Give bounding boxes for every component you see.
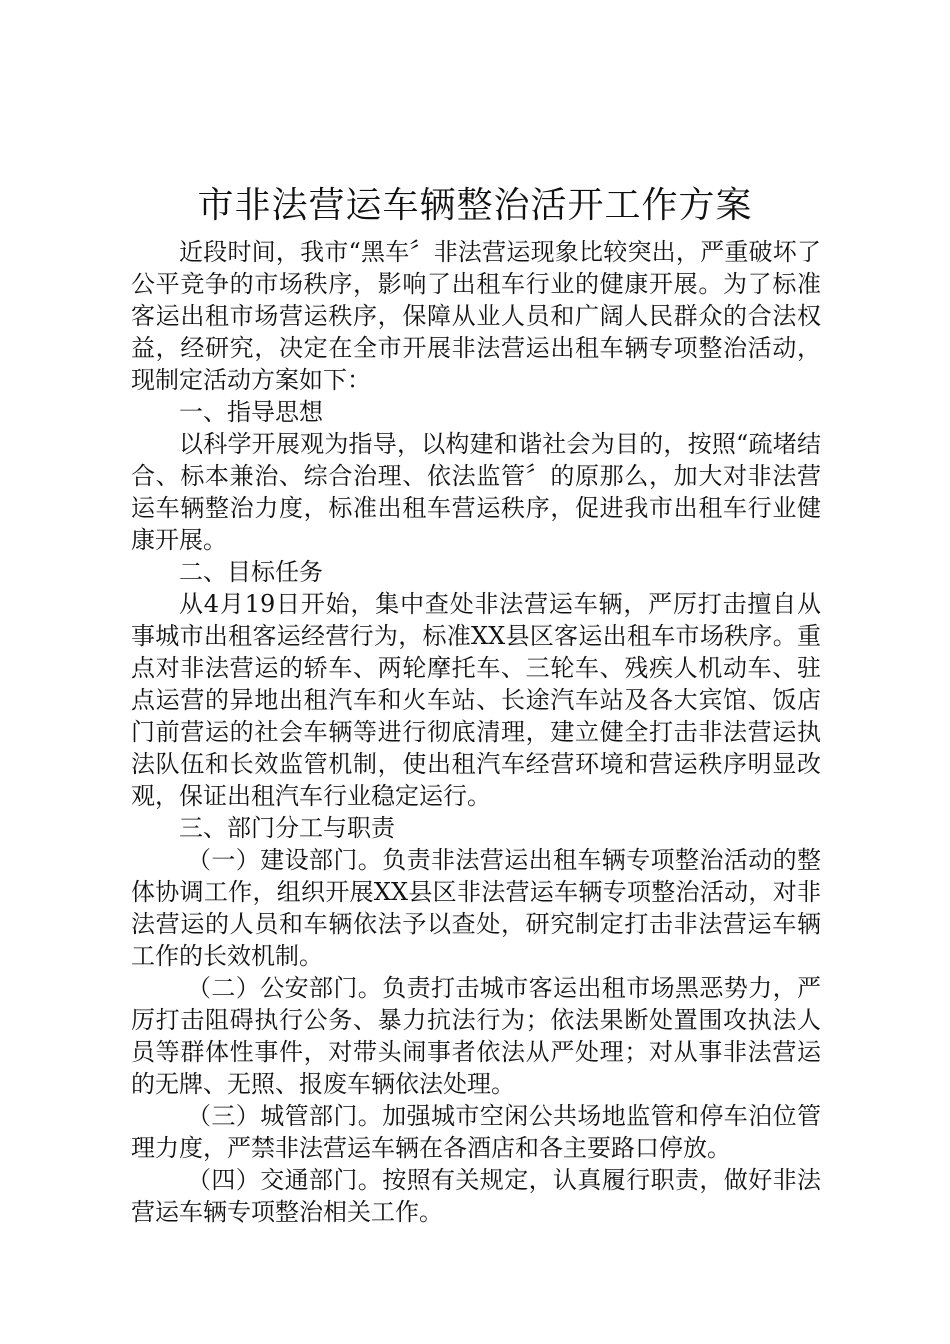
paragraph-intro: 近段时间，我市“黑车〞非法营运现象比较突出，严重破坏了公平竞争的市场秩序，影响了出租车行业的健康开展。为了标准客运出租市场营运秩序，保障从业人员和广阔人民群众的合法权益，经研究，决定在全市开展非法营运出租车辆专项整治活动，现制定活动方案如下： <box>131 238 821 394</box>
paragraph-goals: 从4月19日开始，集中查处非法营运车辆，严厉打击擅自从事城市出租客运经营行为，标准XX县区客运出租车市场秩序。重点对非法营运的轿车、两轮摩托车、三轮车、残疾人机动车、驻点运营的异地出租汽车和火车站、长途汽车站及各大宾馆、饭店门前营运的社会车辆等进行彻底清理，建立健全打击非法营运执法队伍和长效监管机制，使出租汽车经营环境和营运秩序明显改观，保证出租汽车行业稳定运行。 <box>131 590 821 810</box>
section-heading-responsibilities: 三、部门分工与职责 <box>179 814 395 842</box>
paragraph-transport-dept: （四）交通部门。按照有关规定，认真履行职责，做好非法营运车辆专项整治相关工作。 <box>131 1166 821 1226</box>
paragraph-construction-dept: （一）建设部门。负责非法营运出租车辆专项整治活动的整体协调工作，组织开展XX县区非法营运车辆专项整治活动，对非法营运的人员和车辆依法予以查处，研究制定打击非法营运车辆工作的长效机制。 <box>131 846 821 970</box>
paragraph-urban-management-dept: （三）城管部门。加强城市空闲公共场地监管和停车泊位管理力度，严禁非法营运车辆在各酒店和各主要路口停放。 <box>131 1102 821 1162</box>
document-title: 市非法营运车辆整治活开工作方案 <box>197 185 753 226</box>
section-heading-goals: 二、目标任务 <box>179 558 323 586</box>
paragraph-public-security-dept: （二）公安部门。负责打击城市客运出租市场黑恶势力，严厉打击阻碍执行公务、暴力抗法行为；依法果断处置围攻执法人员等群体性事件，对带头闹事者依法从严处理；对从事非法营运的无牌、无照、报废车辆依法处理。 <box>131 974 821 1098</box>
document-body <box>131 236 821 1228</box>
paragraph-guiding-ideology: 以科学开展观为指导，以构建和谐社会为目的，按照“疏堵结合、标本兼治、综合治理、依法监管〞的原那么，加大对非法营运车辆整治力度，标准出租车营运秩序，促进我市出租车行业健康开展。 <box>131 430 821 554</box>
section-heading-guiding-ideology: 一、指导思想 <box>179 398 323 426</box>
